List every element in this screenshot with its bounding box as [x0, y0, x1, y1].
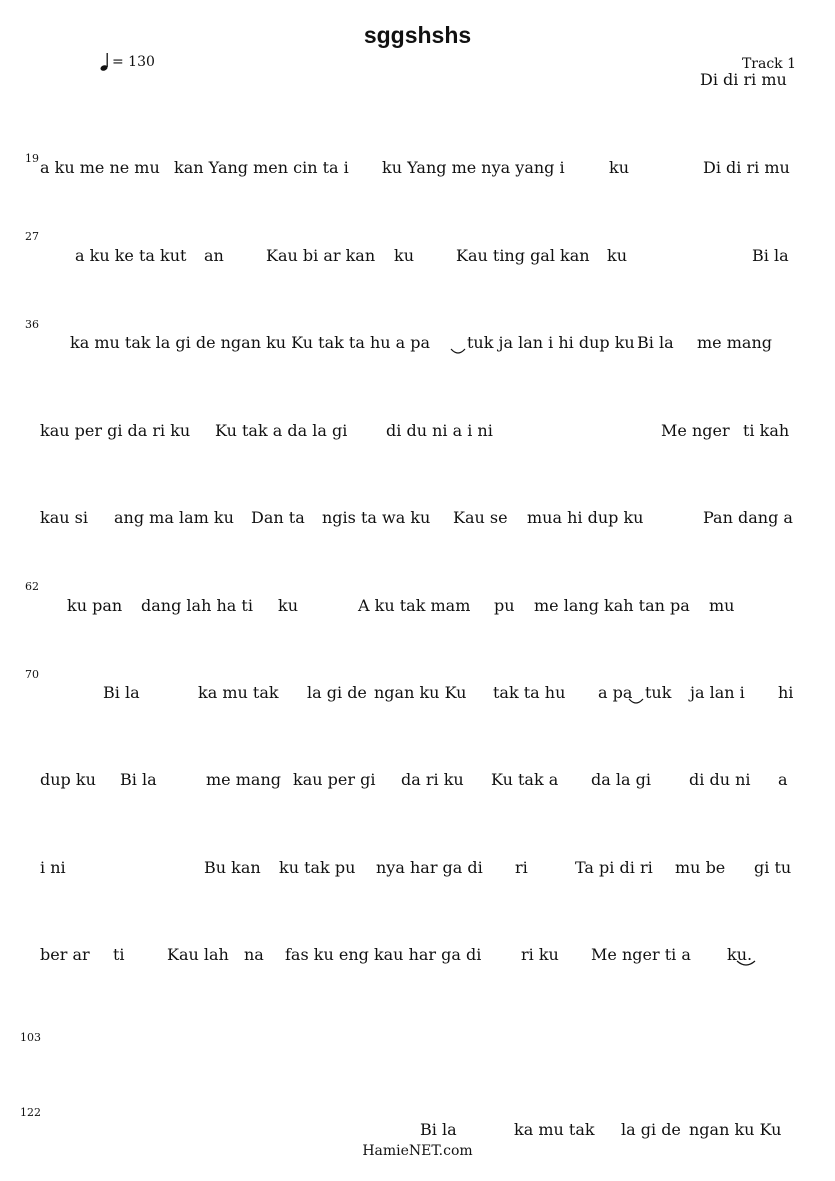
- lyric-syllables: hi: [778, 683, 794, 702]
- lyric-syllables: gi tu: [754, 858, 792, 877]
- lyric-line: [0, 945, 835, 967]
- measure-number: 122: [20, 1106, 41, 1119]
- tempo-marking: [100, 52, 155, 72]
- lyric-syllables: ka mu tak: [198, 683, 279, 702]
- lyric-syllables: Ku tak a da la gi: [215, 421, 348, 440]
- lyric-syllables: mu be: [675, 858, 726, 877]
- lyric-syllables: kau per gi: [293, 770, 376, 789]
- lyric-syllables: Bu kan: [204, 858, 261, 877]
- lyric-line: [0, 508, 835, 530]
- lyric-syllables: ku Yang me nya yang i: [382, 158, 565, 177]
- lyric-syllables: tak ta hu: [493, 683, 566, 702]
- score-title: sggshshs: [363, 22, 472, 48]
- lyric-syllables: ti: [113, 945, 125, 964]
- lyric-syllables: Di di ri mu: [700, 70, 787, 89]
- lyric-syllables: Kau ting gal kan: [456, 246, 590, 265]
- lyric-syllables: la gi de: [621, 1120, 681, 1139]
- lyric-line: [0, 770, 835, 792]
- lyric-syllables: Me nger ti a: [591, 945, 691, 964]
- lyric-syllables: ka mu tak la gi de ngan ku Ku tak ta hu a pa: [70, 333, 431, 352]
- lyric-syllables: ngan ku Ku: [689, 1120, 782, 1139]
- measure-number: 27: [25, 230, 39, 243]
- lyric-syllables: Bi la: [637, 333, 674, 352]
- lyric-line: [0, 333, 835, 355]
- lyric-syllables: dang lah ha ti: [141, 596, 253, 615]
- lyric-syllables: da la gi: [591, 770, 651, 789]
- lyric-syllables: ngan ku Ku: [374, 683, 467, 702]
- lyric-syllables: A ku tak mam: [358, 596, 471, 615]
- tie-mark-icon: [450, 348, 466, 356]
- lyric-syllables: a: [778, 770, 788, 789]
- lyric-syllables: an: [204, 246, 224, 265]
- lyric-syllables: nya har ga di: [376, 858, 483, 877]
- lyric-syllables: ku: [607, 246, 627, 265]
- lyric-line: [0, 683, 835, 705]
- lyric-syllables: ku tak pu: [279, 858, 356, 877]
- lyric-syllables: kau si: [40, 508, 88, 527]
- lyric-line: [0, 158, 835, 180]
- lyric-syllables: me lang kah tan pa: [534, 596, 690, 615]
- lyric-syllables: a ku me ne mu: [40, 158, 160, 177]
- lyric-syllables: di du ni: [689, 770, 751, 789]
- lyric-syllables: ri ku: [521, 945, 559, 964]
- lyric-syllables: tuk: [645, 683, 672, 702]
- lyric-syllables: Kau bi ar kan: [266, 246, 376, 265]
- lyric-syllables: Bi la: [103, 683, 140, 702]
- lyric-syllables: me mang: [697, 333, 772, 352]
- lyric-syllables: ka mu tak: [514, 1120, 595, 1139]
- tempo-value: = 130: [112, 54, 155, 70]
- lyric-syllables: a ku ke ta kut: [75, 246, 187, 265]
- quarter-note-icon: [100, 52, 110, 72]
- lyric-syllables: ber ar: [40, 945, 90, 964]
- lyric-syllables: me mang: [206, 770, 281, 789]
- lyric-line: [0, 1120, 835, 1142]
- lyric-syllables: ku: [609, 158, 629, 177]
- lyric-syllables: mu: [709, 596, 735, 615]
- lyric-line: [0, 70, 835, 92]
- lyric-line: [0, 596, 835, 618]
- measure-number: 19: [25, 152, 39, 165]
- measure-number: 62: [25, 580, 39, 593]
- lyric-syllables: Pan dang a: [703, 508, 793, 527]
- lyric-syllables: Ku tak a: [491, 770, 559, 789]
- lyric-line: [0, 246, 835, 268]
- lyric-syllables: ngis ta wa ku: [322, 508, 431, 527]
- lyric-syllables: dup ku: [40, 770, 96, 789]
- lyric-syllables: i ni: [40, 858, 66, 877]
- measure-number: 103: [20, 1031, 41, 1044]
- lyric-syllables: Di di ri mu: [703, 158, 790, 177]
- lyric-syllables: Dan ta: [251, 508, 305, 527]
- lyric-syllables: na: [244, 945, 264, 964]
- lyric-syllables: kau per gi da ri ku: [40, 421, 191, 440]
- lyric-syllables: Bi la: [752, 246, 789, 265]
- measure-number: 36: [25, 318, 39, 331]
- lyric-syllables: ku.: [727, 945, 753, 964]
- lyric-syllables: tuk ja lan i hi dup ku: [467, 333, 635, 352]
- lyric-syllables: di du ni a i ni: [386, 421, 493, 440]
- lyric-syllables: a pa: [598, 683, 633, 702]
- lyric-syllables: Bi la: [120, 770, 157, 789]
- lyric-syllables: ku: [278, 596, 298, 615]
- lyric-syllables: Ta pi di ri: [575, 858, 653, 877]
- lyric-syllables: ang ma lam ku: [114, 508, 234, 527]
- lyric-syllables: mua hi dup ku: [527, 508, 644, 527]
- lyric-syllables: Kau se: [453, 508, 508, 527]
- lyric-syllables: la gi de: [307, 683, 367, 702]
- lyric-syllables: kan Yang men cin ta i: [174, 158, 349, 177]
- footer-credit: HamieNET.com: [362, 1143, 473, 1159]
- lyric-syllables: fas ku eng kau har ga di: [285, 945, 482, 964]
- lyric-line: [0, 421, 835, 443]
- lyric-syllables: Me nger: [661, 421, 730, 440]
- lyric-syllables: ri: [515, 858, 528, 877]
- lyric-syllables: ku pan: [67, 596, 123, 615]
- lyric-syllables: da ri ku: [401, 770, 464, 789]
- lyric-syllables: Kau lah: [167, 945, 229, 964]
- lyric-syllables: ja lan i: [690, 683, 745, 702]
- lyric-syllables: pu: [494, 596, 515, 615]
- tie-mark-icon: [736, 960, 756, 968]
- lyric-syllables: Bi la: [420, 1120, 457, 1139]
- lyric-line: [0, 858, 835, 880]
- lyric-syllables: ku: [394, 246, 414, 265]
- tie-mark-icon: [628, 698, 644, 706]
- instrument-name: Track 1: [741, 56, 796, 72]
- measure-number: 70: [25, 668, 39, 681]
- lyric-syllables: ti kah: [743, 421, 790, 440]
